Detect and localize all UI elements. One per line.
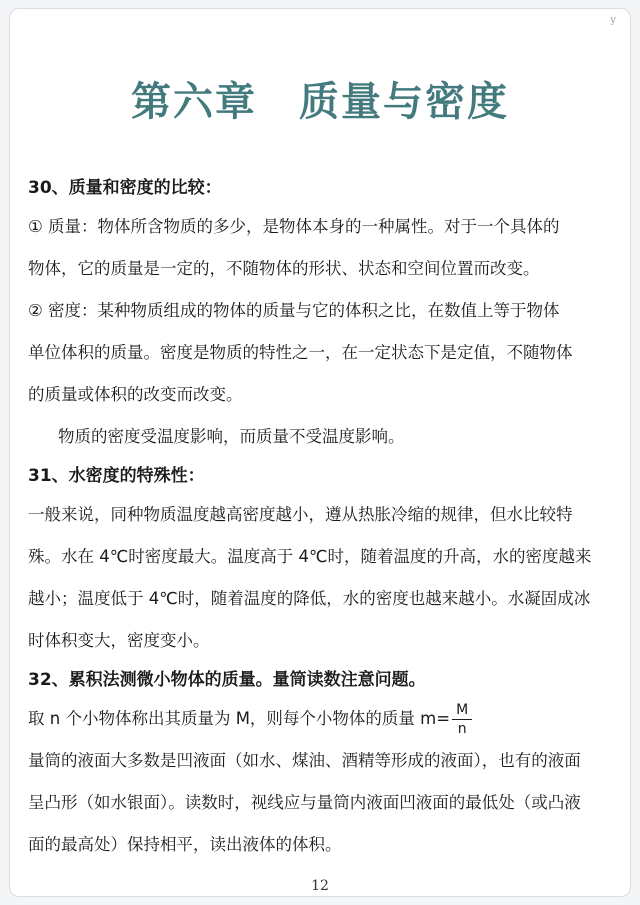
text-line: ② 密度：某种物质组成的物体的质量与它的体积之比，在数值上等于物体: [28, 301, 560, 320]
section-32-heading: 32、累积法测微小物体的质量。量筒读数注意问题。: [28, 670, 426, 690]
fraction: [452, 703, 472, 736]
section-30-heading: 30、质量和密度的比较：: [28, 178, 222, 198]
text-line: 殊。水在 4℃时密度最大。温度高于 4℃时，随着温度的升高，水的密度越来: [28, 547, 592, 566]
content: [28, 170, 618, 866]
text-line: 的质量或体积的改变而改变。: [28, 385, 243, 404]
text-line: 物体，它的质量是一定的，不随物体的形状、状态和空间位置而改变。: [28, 259, 540, 278]
text-line: 呈凸形（如水银面）。读数时，视线应与量筒内液面凹液面的最低处（或凸液: [28, 793, 581, 812]
text-line: 面的最高处）保持相平，读出液体的体积。: [28, 835, 342, 854]
formula-text: 取 n 个小物体称出其质量为 M，则每个小物体的质量 m=: [28, 709, 451, 728]
text-line: ① 质量：物体所含物质的多少，是物体本身的一种属性。对于一个具体的: [28, 217, 560, 236]
formula-line: [28, 698, 618, 740]
fraction-numerator: M: [452, 703, 472, 720]
fraction-denominator: n: [457, 721, 467, 737]
text-line: 越小；温度低于 4℃时，随着温度的降低，水的密度也越来越小。水凝固成冰: [28, 589, 591, 608]
text-line: 物质的密度受温度影响，而质量不受温度影响。: [58, 427, 405, 446]
text-line: 时体积变大，密度变小。: [28, 631, 210, 650]
corner-mark: y: [610, 15, 616, 26]
page-number: 12: [311, 878, 329, 894]
section-31-heading: 31、水密度的特殊性：: [28, 466, 205, 486]
chapter-title: 第六章 质量与密度: [131, 79, 509, 125]
text-line: 单位体积的质量。密度是物质的特性之一，在一定状态下是定值，不随物体: [28, 343, 573, 362]
text-line: 一般来说，同种物质温度越高密度越小，遵从热胀冷缩的规律，但水比较特: [28, 505, 573, 524]
text-line: 量筒的液面大多数是凹液面（如水、煤油、酒精等形成的液面），也有的液面: [28, 751, 581, 770]
